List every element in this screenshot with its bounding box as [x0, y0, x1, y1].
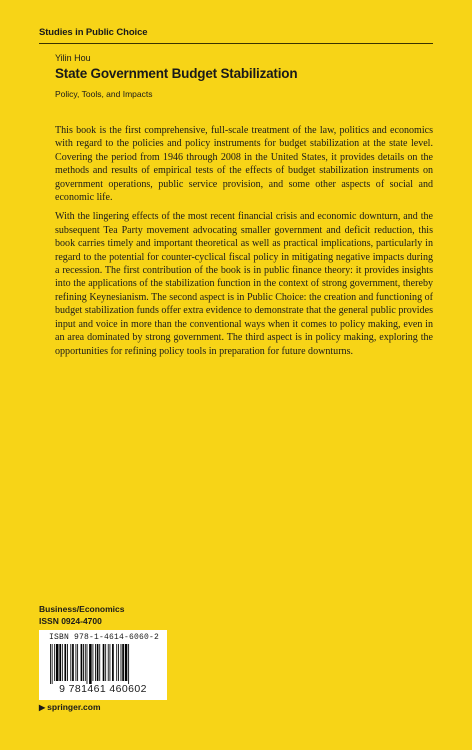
barcode-bar	[81, 644, 83, 681]
barcode-bar	[97, 644, 99, 681]
barcode-bar	[95, 644, 96, 681]
book-description	[55, 124, 433, 364]
barcode-panel	[39, 630, 167, 700]
barcode-bar	[77, 644, 78, 681]
barcode-bar	[87, 644, 88, 684]
book-subtitle: Policy, Tools, and Impacts	[55, 89, 153, 99]
barcode-bar	[59, 644, 61, 681]
description-paragraph-2: With the lingering effects of the most recent financial crisis and economic downturn, and the subsequent Tea Party movement advocating smaller government and deficit reduction, this book carries timely and important theoretical as well as practical implications, particularly in regard to the potential for counter-cyclical fiscal policy in mitigating negative impacts during a recession. The first contribution of the book is in public finance theory: it provides insights into the applications of the stabilization function in the context of strong government, thereby refining Keynesianism. The second aspect is in Public Choice: the creation and functioning of budget stabilization funds offer extra evidence to demonstrate that the general public provides input and voice in more than the conventional ways when it comes to policy making, even in an area dominated by strong government. The third aspect is in policy making, exploring the opportunities for refining policy tools in preparation for future downturns.	[55, 211, 433, 357]
description-paragraph-1: This book is the first comprehensive, full-scale treatment of the law, politics and economics with regard to the policies and policy instruments for budget stabilization at the state level. Covering the period from 1946 through 2008 in the United States, it provides details on the methods and results of empirical tests of the effects of budget stabilization instruments on government operations, public service provision, and some other aspects of social and economic life.	[55, 125, 433, 204]
barcode-bar	[128, 644, 129, 684]
barcode-bar	[112, 644, 114, 681]
series-name: Studies in Public Choice	[39, 27, 148, 38]
barcode-bar	[103, 644, 105, 681]
subject-category: Business/Economics	[39, 604, 125, 614]
barcode-bar	[108, 644, 109, 681]
author-name: Yilin Hou	[55, 53, 91, 63]
barcode-bar	[93, 644, 94, 681]
barcode-bar	[56, 644, 59, 681]
barcode-bars	[50, 644, 158, 684]
barcode-bar	[99, 644, 100, 681]
barcode-bar	[76, 644, 77, 681]
barcode-bar	[118, 644, 119, 681]
barcode-bar	[62, 644, 63, 681]
publisher-url: springer.com	[47, 702, 101, 712]
barcode-bar	[54, 644, 55, 681]
classification-block	[39, 603, 125, 627]
publisher-link[interactable]	[39, 702, 101, 712]
barcode-bar	[116, 644, 117, 681]
barcode-bar	[70, 644, 71, 681]
series-divider	[39, 43, 433, 44]
barcode-bar	[105, 644, 106, 681]
barcode-bar	[67, 644, 68, 681]
barcode-bar	[85, 644, 86, 681]
barcode-digits: 9 781461 460602	[59, 683, 147, 695]
barcode-bar	[64, 644, 66, 681]
barcode-bar	[83, 644, 84, 681]
isbn-number: ISBN 978-1-4614-6060-2	[49, 633, 160, 642]
barcode-bar	[89, 644, 92, 684]
barcode-bar	[125, 644, 128, 681]
issn-number: ISSN 0924-4700	[39, 616, 102, 626]
book-title: State Government Budget Stabilization	[55, 66, 298, 81]
barcode-bar	[122, 644, 124, 681]
barcode-bar	[121, 644, 122, 681]
arrow-right-icon: ▶	[39, 702, 46, 712]
barcode-bar	[110, 644, 111, 681]
barcode-bar	[52, 644, 53, 684]
barcode-bar	[50, 644, 51, 684]
barcode-bar	[72, 644, 74, 681]
